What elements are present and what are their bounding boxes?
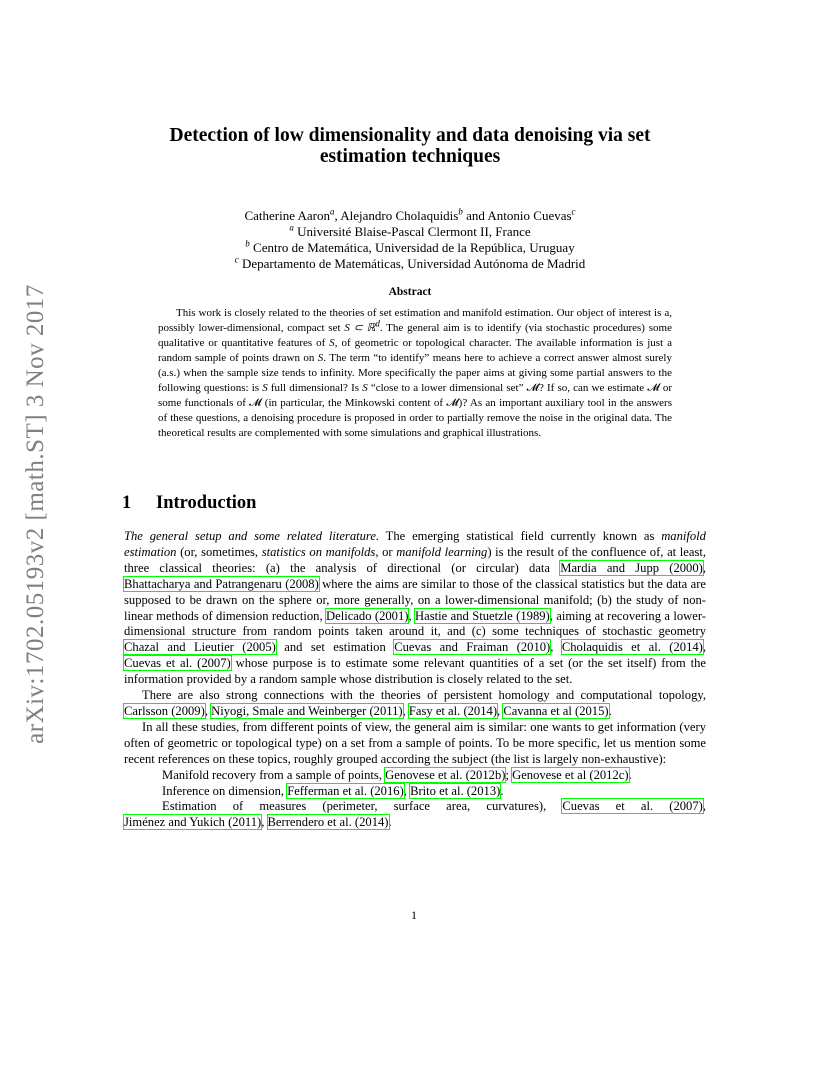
body-text: where the aims are similar to those of the classical statistics but the data are supposed to be drawn on the sphere or, more generally, on a lower-dimensional manifold; (b) the study of non-linear methods of dimension reduction,: [124, 576, 706, 623]
math-s: S: [317, 352, 324, 364]
arxiv-side-stamp: arXiv:1702.05193v2 [math.ST] 3 Nov 2017: [22, 284, 49, 744]
abstract-text: ? If so, can we estimate: [538, 382, 648, 394]
citation-link[interactable]: Niyogi, Smale and Weinberger (2011): [211, 703, 403, 718]
body-text: ,: [702, 640, 707, 655]
section-number: 1: [122, 493, 132, 513]
author-1: Catherine Aaron: [244, 208, 330, 223]
affiliation-b-mark: b: [245, 238, 250, 249]
math-m: 𝓜: [526, 382, 539, 394]
topic-list-item-manifold-recovery: [124, 768, 706, 784]
intro-paragraph-1: [124, 529, 706, 688]
topic-list-item-measures: [124, 799, 706, 831]
math-set-sup: d: [375, 318, 380, 329]
affiliation-b: [150, 240, 670, 256]
affiliation-a-mark: a: [289, 222, 294, 233]
citation-link[interactable]: Cuevas et al. (2007): [562, 799, 703, 814]
body-text: There are also strong connections with the theories of persistent homology and computational topology,: [142, 688, 706, 703]
body-text: Inference on dimension,: [162, 783, 288, 798]
abstract-text: (in particular, the Minkowski content of: [261, 397, 447, 409]
body-text: ,: [261, 815, 268, 830]
section-title: Introduction: [156, 493, 257, 513]
affiliation-b-text: Centro de Matemática, Universidad de la República, Uruguay: [249, 240, 575, 255]
citation-link[interactable]: Bhattacharya and Patrangenaru (2008): [124, 576, 319, 591]
citation-link[interactable]: Cuevas et al. (2007): [124, 656, 231, 671]
author-2-mark: b: [458, 206, 463, 217]
citation-link[interactable]: Fefferman et al. (2016): [287, 783, 404, 798]
affiliation-a-text: Université Blaise-Pascal Clermont II, France: [293, 224, 531, 239]
intro-paragraph-3: In all these studies, from different points of view, the general aim is similar: one wants to get information (very often of geometric or topological type) on a set from a sample of points. To be more specific, let us mention some recent references on these topics, roughly grouped according the subject (the list is largely non-exhaustive):: [124, 719, 706, 766]
citation-link[interactable]: Chazal and Lieutier (2005): [124, 640, 276, 655]
citation-link[interactable]: Mardia and Jupp (2000): [560, 560, 703, 575]
abstract-text: )? As an important auxiliary tool in the answers of these questions, a denoising procedure is proposed in order to partially remove the noise in the original data. The theoretical results are complemented with some simulations and graphical illustrations.: [158, 397, 672, 439]
body-text: ,: [402, 703, 409, 718]
emphasis: manifold estimation: [124, 529, 706, 559]
body-text: .: [628, 767, 632, 782]
abstract-body: [158, 306, 672, 441]
body-text: ,: [204, 703, 212, 718]
body-text: ,: [497, 703, 504, 718]
affiliation-c-mark: c: [234, 254, 239, 265]
page-number: 1: [411, 908, 417, 922]
math-s: S: [262, 382, 268, 394]
title-line-2: estimation techniques: [319, 146, 501, 167]
citation-link[interactable]: Cuevas and Fraiman (2010): [394, 640, 551, 655]
citation-link[interactable]: Hastie and Stuetzle (1989): [415, 608, 550, 623]
introduction-body: [124, 529, 706, 831]
section-heading-introduction: [122, 493, 256, 514]
body-text: Estimation of measures (perimeter, surface area, curvatures),: [162, 799, 563, 814]
citation-link[interactable]: Berrendero et al. (2014): [267, 815, 389, 830]
citation-link[interactable]: Carlsson (2009): [124, 703, 205, 718]
math-m: 𝓜: [647, 382, 660, 394]
body-text: , or: [375, 544, 397, 559]
abstract-text: This work is closely related to the theories of set estimation and manifold estimation. Our object of interest is a, possibly lower-dimensional, compact set: [158, 307, 672, 334]
citation-link[interactable]: Genovese et al. (2012b): [385, 767, 506, 782]
paper-title: [110, 125, 710, 167]
citation-link[interactable]: Fasy et al. (2014): [408, 703, 498, 718]
author-2: , Alejandro Cholaquidis: [334, 208, 459, 223]
affiliation-c-text: Departamento de Matemáticas, Universidad Autónoma de Madrid: [238, 256, 586, 271]
author-3: and Antonio Cuevas: [462, 208, 572, 223]
body-text: ,: [408, 608, 416, 623]
affiliation-c: [150, 256, 670, 272]
citation-link[interactable]: Jiménez and Yukich (2011): [124, 815, 262, 830]
citation-link[interactable]: Genovese et al (2012c): [512, 767, 629, 782]
author-block: [150, 208, 670, 272]
body-text: ,: [550, 640, 562, 655]
citation-link[interactable]: Cholaquidis et al. (2014): [561, 640, 703, 655]
intro-paragraph-2: [124, 688, 706, 720]
body-text: (or, sometimes,: [176, 544, 262, 559]
math-m: 𝓜: [446, 397, 459, 409]
abstract-text: or some functionals of: [158, 382, 673, 409]
abstract-text: , of geometric or topological character. The available information is just a random sample of points drawn on: [158, 337, 672, 364]
body-text: .: [500, 783, 504, 798]
citation-link[interactable]: Brito et al. (2013): [410, 783, 501, 798]
author-1-mark: a: [330, 206, 335, 217]
affiliation-a: [150, 224, 670, 240]
paragraph-lead: The general setup and some related literature.: [124, 529, 380, 543]
abstract-text: . The term “to identify” means here to achieve a correct answer almost surely (a.s.) when the sample size tends to infinity. More specifically the paper aims at giving some partial answers to the following questions: is: [158, 352, 672, 394]
body-text: ) is the result of the confluence of, at least, three classical theories: (a) the analysis of directional (or circular) data: [124, 544, 707, 575]
emphasis: manifold learning: [396, 544, 488, 559]
abstract-heading: Abstract: [388, 286, 432, 298]
abstract-text: “close to a lower dimensional set”: [367, 382, 527, 394]
author-3-mark: c: [571, 206, 576, 217]
abstract-text: full dimensional? Is: [267, 382, 363, 394]
body-text: ,: [702, 560, 706, 575]
body-text: , aiming at recovering a lower-dimensional structure from random points taken around it, and (c) some techniques of stochastic geometry: [124, 608, 706, 639]
body-text: .: [608, 703, 612, 718]
body-text: ,: [403, 783, 411, 798]
body-text: ,: [702, 799, 707, 814]
abstract-text: . The general aim is to identify (via stochastic procedures) some qualitative or quantitative features of: [158, 322, 672, 349]
body-text: .: [388, 815, 392, 830]
citation-link[interactable]: Delicado (2001): [326, 608, 409, 623]
body-text: Manifold recovery from a sample of points,: [162, 767, 386, 782]
math-m: 𝓜: [249, 397, 262, 409]
math-set: S ⊂ ℝ: [344, 322, 376, 334]
body-text: ;: [505, 767, 513, 782]
author-names: [150, 208, 670, 224]
math-s: S: [362, 382, 368, 394]
emphasis: statistics on manifolds: [261, 544, 376, 559]
math-s: S: [329, 337, 335, 349]
body-text: whose purpose is to estimate some relevant quantities of a set (or the set itself) from the information provided by a random sample whose distribution is closely related to the set.: [124, 656, 706, 687]
body-text: and set estimation: [275, 640, 395, 655]
topic-list-item-dimension: [124, 784, 706, 800]
title-line-1: Detection of low dimensionality and data denoising via set: [169, 125, 651, 146]
body-text: The emerging statistical field currently known as: [379, 529, 662, 543]
citation-link[interactable]: Cavanna et al (2015): [503, 703, 609, 718]
